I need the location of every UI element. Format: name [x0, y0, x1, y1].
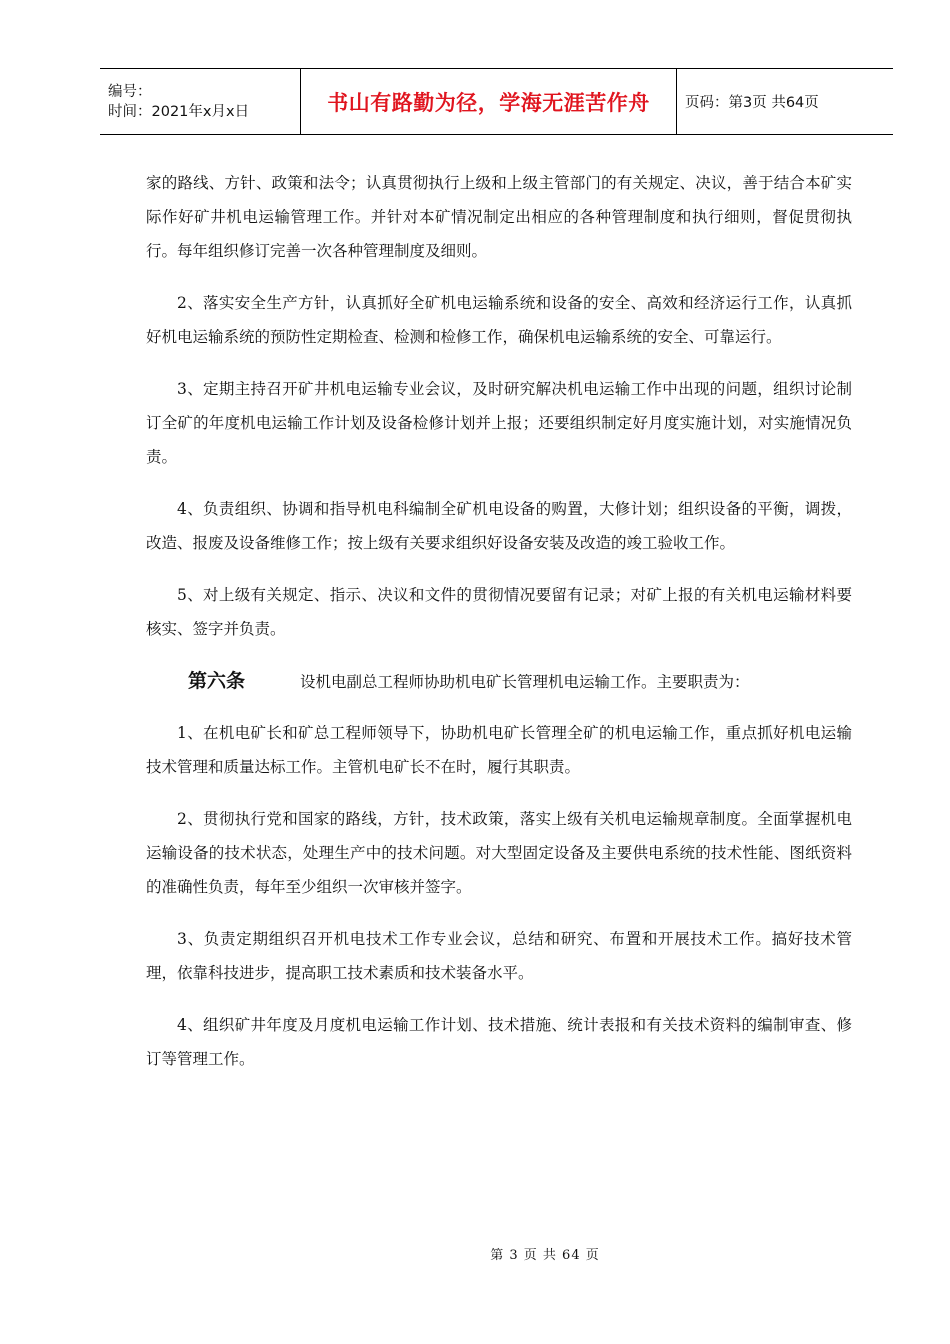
document-body — [146, 166, 852, 1076]
article-heading — [146, 664, 852, 698]
paragraph-item-5: 5、对上级有关规定、指示、决议和文件的贯彻情况要留有记录；对矿上报的有关机电运输材料要核实、签字并负责。 — [146, 586, 852, 638]
header-motto-cell — [301, 69, 677, 135]
document-number-label: 编号： — [108, 83, 152, 100]
page-header — [100, 68, 893, 135]
header-page-code: 页码：第3页 共64页 — [685, 95, 819, 111]
article-item-3: 3、负责定期组织召开机电技术工作专业会议，总结和研究、布置和开展技术工作。搞好技术管理，依靠科技进步，提高职工技术素质和技术装备水平。 — [146, 930, 852, 982]
header-motto: 书山有路勤为径，学海无涯苦作舟 — [327, 90, 650, 115]
footer-page-info: 第 3 页 共 64 页 — [490, 1248, 600, 1263]
page-footer — [0, 1244, 950, 1263]
article-text: 设机电副总工程师协助机电矿长管理机电运输工作。主要职责为： — [300, 673, 750, 691]
article-label: 第六条 — [188, 670, 246, 692]
paragraph-item-4: 4、负责组织、协调和指导机电科编制全矿机电设备的购置，大修计划；组织设备的平衡，调拨，改造、报废及设备维修工作；按上级有关要求组织好设备安装及改造的竣工验收工作。 — [146, 500, 852, 552]
article-item-4: 4、组织矿井年度及月度机电运输工作计划、技术措施、统计表报和有关技术资料的编制审查、修订等管理工作。 — [146, 1016, 852, 1068]
header-page-cell — [677, 69, 894, 135]
article-item-1: 1、在机电矿长和矿总工程师领导下，协助机电矿长管理全矿的机电运输工作，重点抓好机电运输技术管理和质量达标工作。主管机电矿长不在时，履行其职责。 — [146, 724, 852, 776]
document-time-label: 时间：2021年x月x日 — [108, 103, 250, 120]
paragraph-item-2: 2、落实安全生产方针，认真抓好全矿机电运输系统和设备的安全、高效和经济运行工作，认真抓好机电运输系统的预防性定期检查、检测和检修工作，确保机电运输系统的安全、可靠运行。 — [146, 294, 852, 346]
paragraph-continued: 家的路线、方针、政策和法令；认真贯彻执行上级和上级主管部门的有关规定、决议，善于结合本矿实际作好矿井机电运输管理工作。并针对本矿情况制定出相应的各种管理制度和执行细则，督促贯彻执行。每年组织修订完善一次各种管理制度及细则。 — [146, 174, 852, 260]
header-meta-cell — [100, 69, 301, 135]
article-item-2: 2、贯彻执行党和国家的路线，方针，技术政策，落实上级有关机电运输规章制度。全面掌握机电运输设备的技术状态，处理生产中的技术问题。对大型固定设备及主要供电系统的技术性能、图纸资料的准确性负责，每年至少组织一次审核并签字。 — [146, 810, 852, 896]
paragraph-item-3: 3、定期主持召开矿井机电运输专业会议，及时研究解决机电运输工作中出现的问题，组织讨论制订全矿的年度机电运输工作计划及设备检修计划并上报；还要组织制定好月度实施计划，对实施情况负责。 — [146, 380, 852, 466]
